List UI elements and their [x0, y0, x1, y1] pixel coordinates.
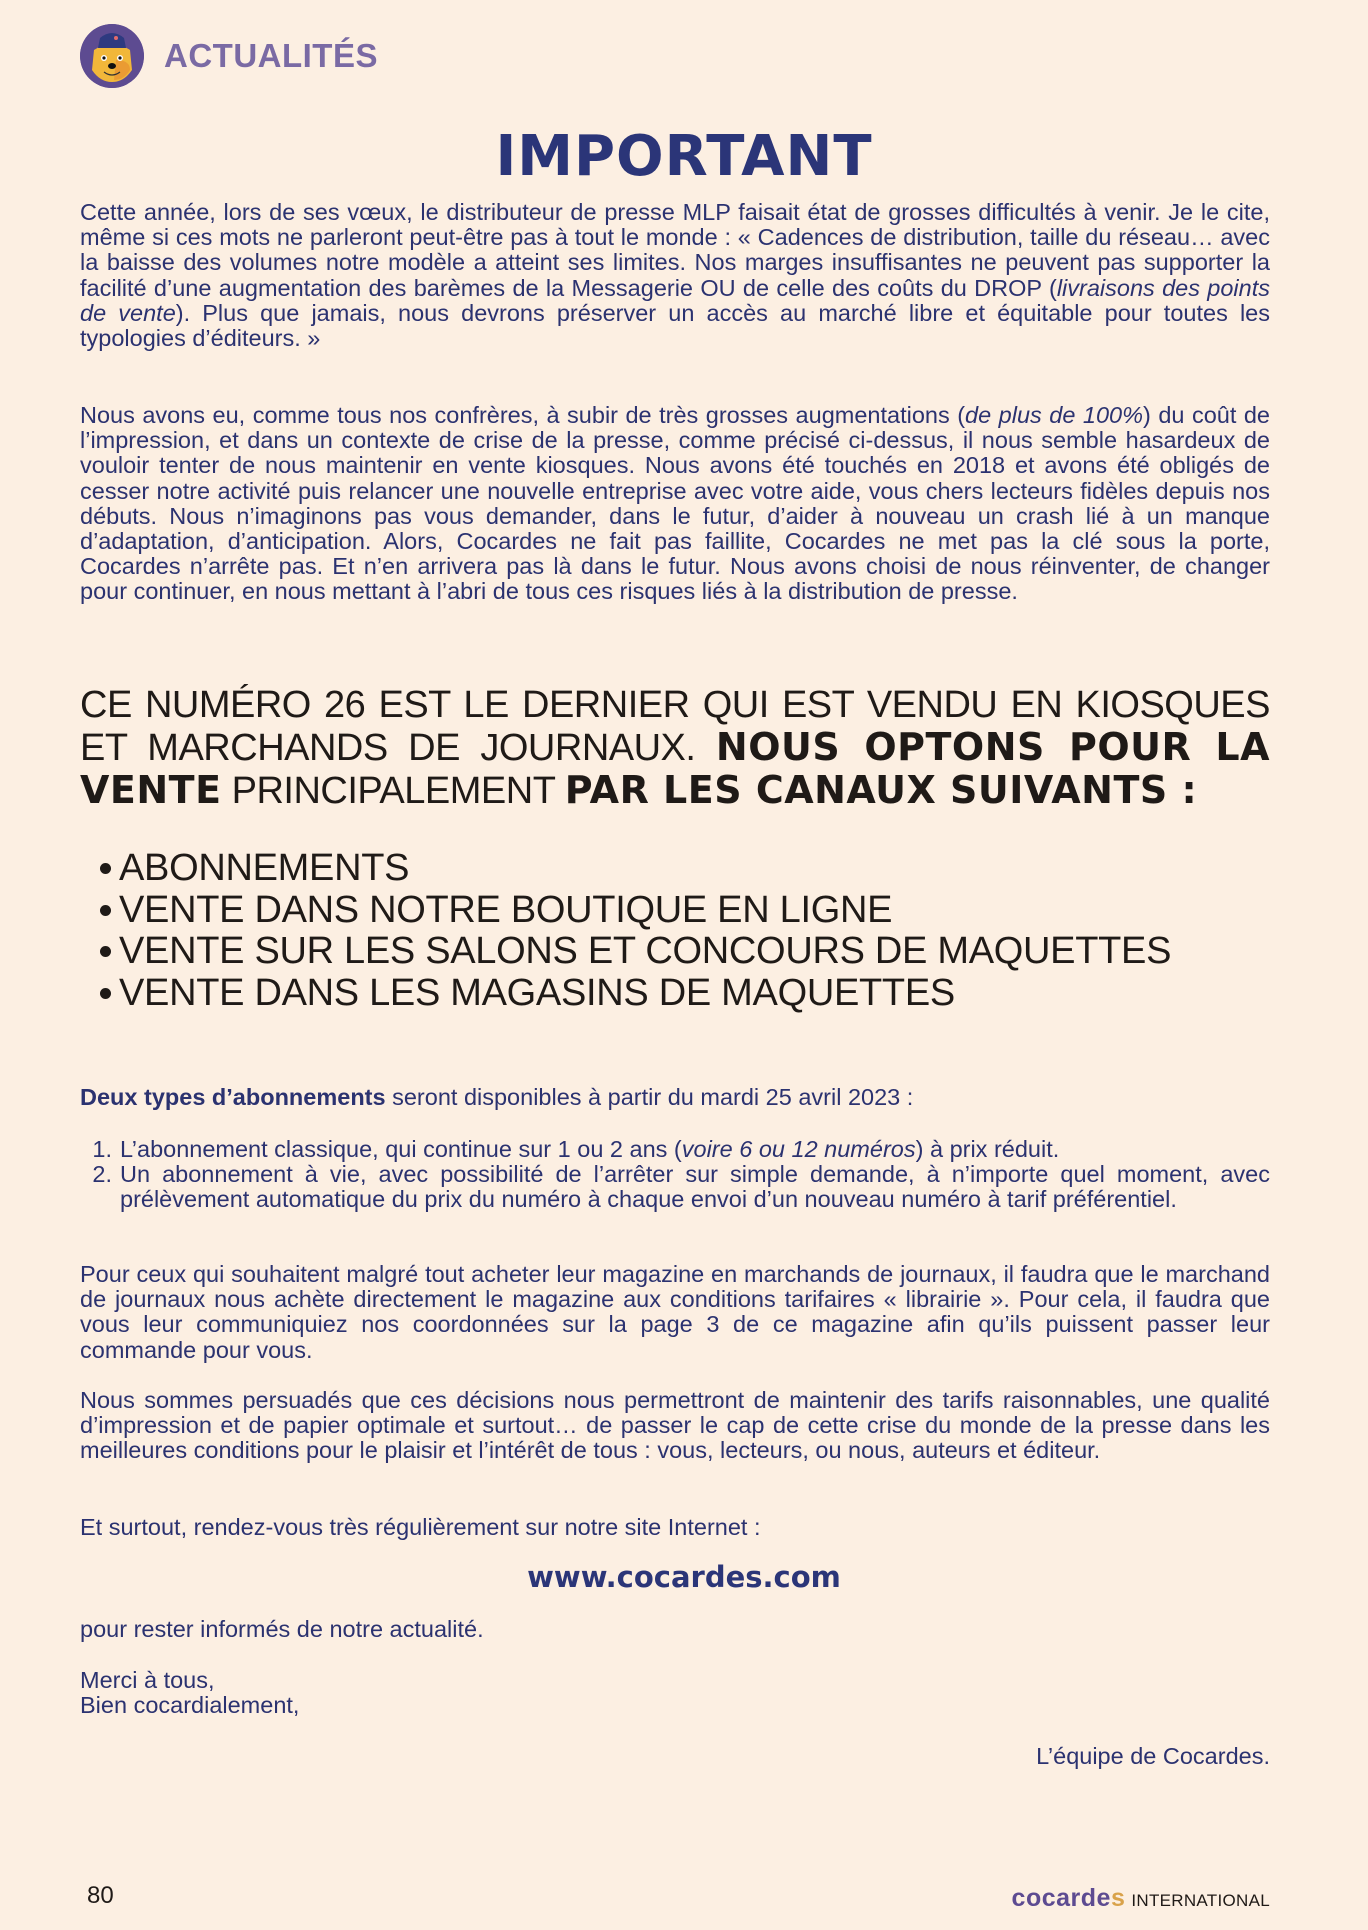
conclusion-paragraph: Nous sommes persuadés que ces décisions nous permettront de maintenir des tarifs raisonnables, une qualité d’impression et de papier optimale et surtout… de passer le cap de cette crise du monde de la presse dans les meilleures conditions pour le plaisir et l’intérêt de tous : vous, lecteurs, ou nous, auteurs et éditeur. — [80, 1387, 1270, 1464]
list-item: 2. Un abonnement à vie, avec possibilité de l’arrêter sur simple demande, à n’importe quel moment, avec prélèvement automatique du prix du numéro à chaque envoi d’un nouveau numéro à tarif préférentiel. — [92, 1161, 1270, 1213]
sales-channel-list — [80, 848, 1270, 1014]
website-link[interactable]: www.cocardes.com — [527, 1560, 841, 1594]
closing-greeting: Merci à tous, Bien cocardialement, — [80, 1667, 300, 1719]
subscriptions-intro: Deux types d’abonnements seront disponibles à partir du mardi 25 avril 2023 : — [80, 1084, 914, 1110]
newsstand-paragraph: Pour ceux qui souhaitent malgré tout acheter leur magazine en marchands de journaux, il faudra que le marchand de journaux nous achète directement le magazine aux conditions tarifaires « librairie ». Pour cela, il faudra que vous leur communiquiez nos coordonnées sur la page 3 de ce magazine afin qu’ils puissent passer leur commande pour vous. — [80, 1261, 1270, 1363]
bullet-icon — [100, 905, 111, 916]
bullet-icon — [100, 946, 111, 957]
bullet-icon — [100, 863, 111, 874]
list-item: VENTE DANS NOTRE BOUTIQUE EN LIGNE — [80, 890, 1270, 932]
page-number: 80 — [87, 1882, 114, 1909]
announcement-heading: CE NUMÉRO 26 EST LE DERNIER QUI EST VENDU EN KIOSQUES ET MARCHANDS DE JOURNAUX. NOUS OPTONS POUR LA VENTE PRINCIPALEMENT PAR LES CANAUX SUIVANTS : — [80, 684, 1270, 812]
list-item: ABONNEMENTS — [80, 848, 1270, 890]
website-outro: pour rester informés de notre actualité. — [80, 1616, 484, 1642]
bullet-icon — [100, 988, 111, 999]
page-header — [80, 24, 378, 88]
signature: L’équipe de Cocardes. — [1036, 1743, 1270, 1769]
bulldog-mascot-icon — [80, 24, 144, 88]
list-item: 1. L’abonnement classique, qui continue sur 1 ou 2 ans (voire 6 ou 12 numéros) à prix réduit. — [92, 1136, 1060, 1162]
website-intro: Et surtout, rendez-vous très régulièrement sur notre site Internet : — [80, 1514, 761, 1540]
subscription-types-list — [80, 1137, 1270, 1213]
page-title: IMPORTANT — [495, 124, 873, 189]
list-item: VENTE DANS LES MAGASINS DE MAQUETTES — [80, 973, 1270, 1015]
list-item: VENTE SUR LES SALONS ET CONCOURS DE MAQUETTES — [80, 931, 1270, 973]
context-paragraph: Nous avons eu, comme tous nos confrères, à subir de très grosses augmentations (de plus de 100%) du coût de l’impression, et dans un contexte de crise de la presse, comme précisé ci-dessus, il nous semble hasardeux de vouloir tenter de nous maintenir en vente kiosques. Nous avons été touchés en 2018 et avons été obligés de cesser notre activité puis relancer une nouvelle entreprise avec votre aide, vous chers lecteurs fidèles depuis nos débuts. Nous n’imaginons pas vous demander, dans le futur, d’aider à nouveau un crash lié à un manque d’adaptation, d’anticipation. Alors, Cocardes ne fait pas faillite, Cocardes ne met pas la clé sous la porte, Cocardes n’arrête pas. Et n’en arrivera pas là dans le futur. Nous avons choisi de nous réinventer, de changer pour continuer, en nous mettant à l’abri de tous ces risques liés à la distribution de presse. — [80, 402, 1270, 605]
footer-brand-logo: cocardes INTERNATIONAL — [1011, 1884, 1270, 1912]
section-title: ACTUALITÉS — [164, 37, 378, 74]
intro-paragraph: Cette année, lors de ses vœux, le distributeur de presse MLP faisait état de grosses difficultés à venir. Je le cite, même si ces mots ne parleront peut-être pas à tout le monde : « Cadences de distribution, taille du réseau… avec la baisse des volumes notre modèle a atteint ses limites. Nos marges insuffisantes ne peuvent pas supporter la facilité d’une augmentation des barèmes de la Messagerie OU de celle des coûts du DROP (livraisons des points de vente). Plus que jamais, nous devrons préserver un accès au marché libre et équitable pour toutes les typologies d’éditeurs. » — [80, 199, 1271, 352]
